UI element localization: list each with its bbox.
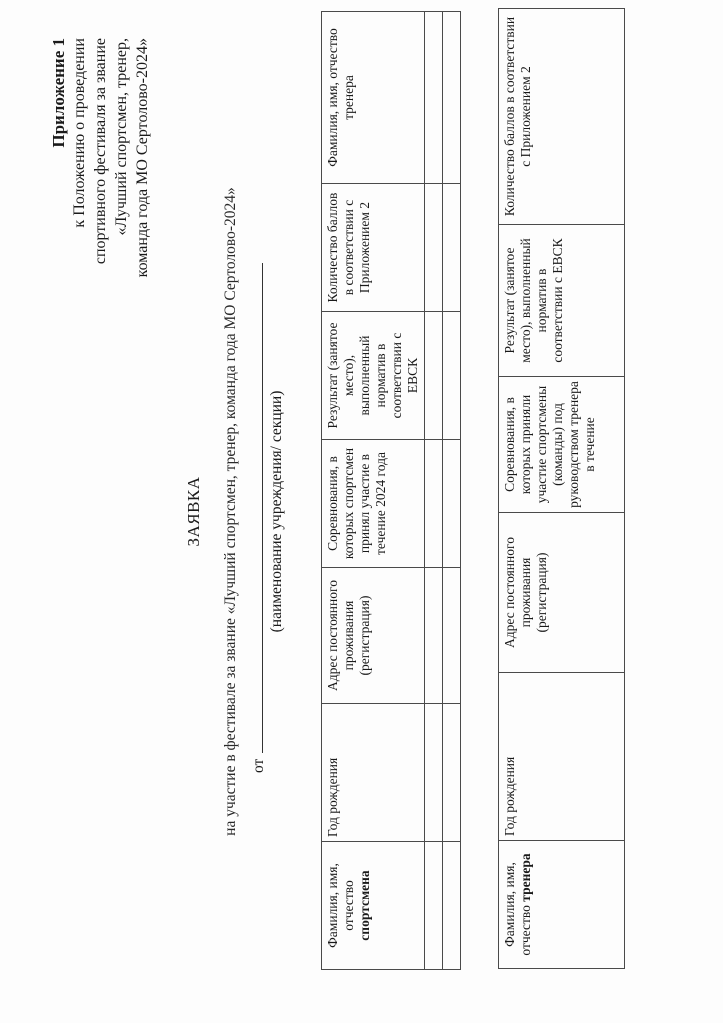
table-cell[interactable] xyxy=(443,184,461,312)
table-row xyxy=(443,12,461,970)
coach-table xyxy=(498,8,625,969)
appendix-line: спортивного фестиваля за звание xyxy=(92,38,109,265)
table-cell[interactable] xyxy=(425,12,443,184)
athlete-table-header xyxy=(322,12,425,970)
from-line xyxy=(248,253,268,773)
organization-caption: (наименование учреждения/ секции) xyxy=(268,390,285,633)
coach-col-fio: Фамилия, имя, отчество тренера xyxy=(499,841,625,969)
athlete-col-fio: Фамилия, имя, отчество спортсмена xyxy=(322,842,425,970)
coach-table-header xyxy=(499,9,625,969)
table-cell[interactable] xyxy=(443,312,461,440)
athlete-table xyxy=(321,11,461,970)
table-row xyxy=(425,12,443,970)
document-subtitle: на участие в фестивале за звание «Лучший спортсмен, тренер, команда года МО Сертолово-2024» xyxy=(222,187,239,836)
athlete-col-address: Адрес постоянного проживания (регистрация) xyxy=(322,568,425,704)
table-cell[interactable] xyxy=(425,440,443,568)
athlete-col-birth-year: Год рождения xyxy=(322,704,425,842)
table-cell[interactable] xyxy=(425,312,443,440)
table-cell[interactable] xyxy=(425,568,443,704)
table-cell[interactable] xyxy=(443,440,461,568)
athlete-col-points: Количество баллов в соответствии с Приложением 2 xyxy=(322,184,425,312)
table-cell[interactable] xyxy=(443,12,461,184)
from-label: от xyxy=(250,758,267,773)
table-cell[interactable] xyxy=(425,184,443,312)
coach-col-birth-year: Год рождения xyxy=(499,673,625,841)
athlete-col-competitions: Соревнования, в которых спортсмен принял участие в течение 2024 года xyxy=(322,440,425,568)
coach-col-competitions: Соревнования, в которых приняли участие спортсмены (команды) под руководством тренера в течение xyxy=(499,377,625,513)
table-cell[interactable] xyxy=(443,842,461,970)
athlete-col-result: Результат (занятое место), выполненный норматив в соответствии с ЕВСК xyxy=(322,312,425,440)
table-cell[interactable] xyxy=(425,842,443,970)
appendix-line: к Положению о проведении xyxy=(71,38,88,228)
table-cell[interactable] xyxy=(443,704,461,842)
organization-blank-line xyxy=(248,263,263,753)
coach-col-address: Адрес постоянного проживания (регистрация) xyxy=(499,513,625,673)
appendix-title: Приложение 1 xyxy=(49,38,68,148)
appendix-line: команда года МО Сертолово-2024» xyxy=(134,38,151,278)
appendix-block xyxy=(48,38,153,368)
appendix-line: «Лучший спортсмен, тренер, xyxy=(113,38,130,236)
table-cell[interactable] xyxy=(425,704,443,842)
coach-col-result: Результат (занятое место), выполненный норматив в соответствии с ЕВСК xyxy=(499,225,625,377)
athlete-col-coach: Фамилия, имя, отчество тренера xyxy=(322,12,425,184)
document-title: ЗАЯВКА xyxy=(184,476,203,547)
table-cell[interactable] xyxy=(443,568,461,704)
coach-col-points: Количество баллов в соответствии с Приложением 2 xyxy=(499,9,625,225)
